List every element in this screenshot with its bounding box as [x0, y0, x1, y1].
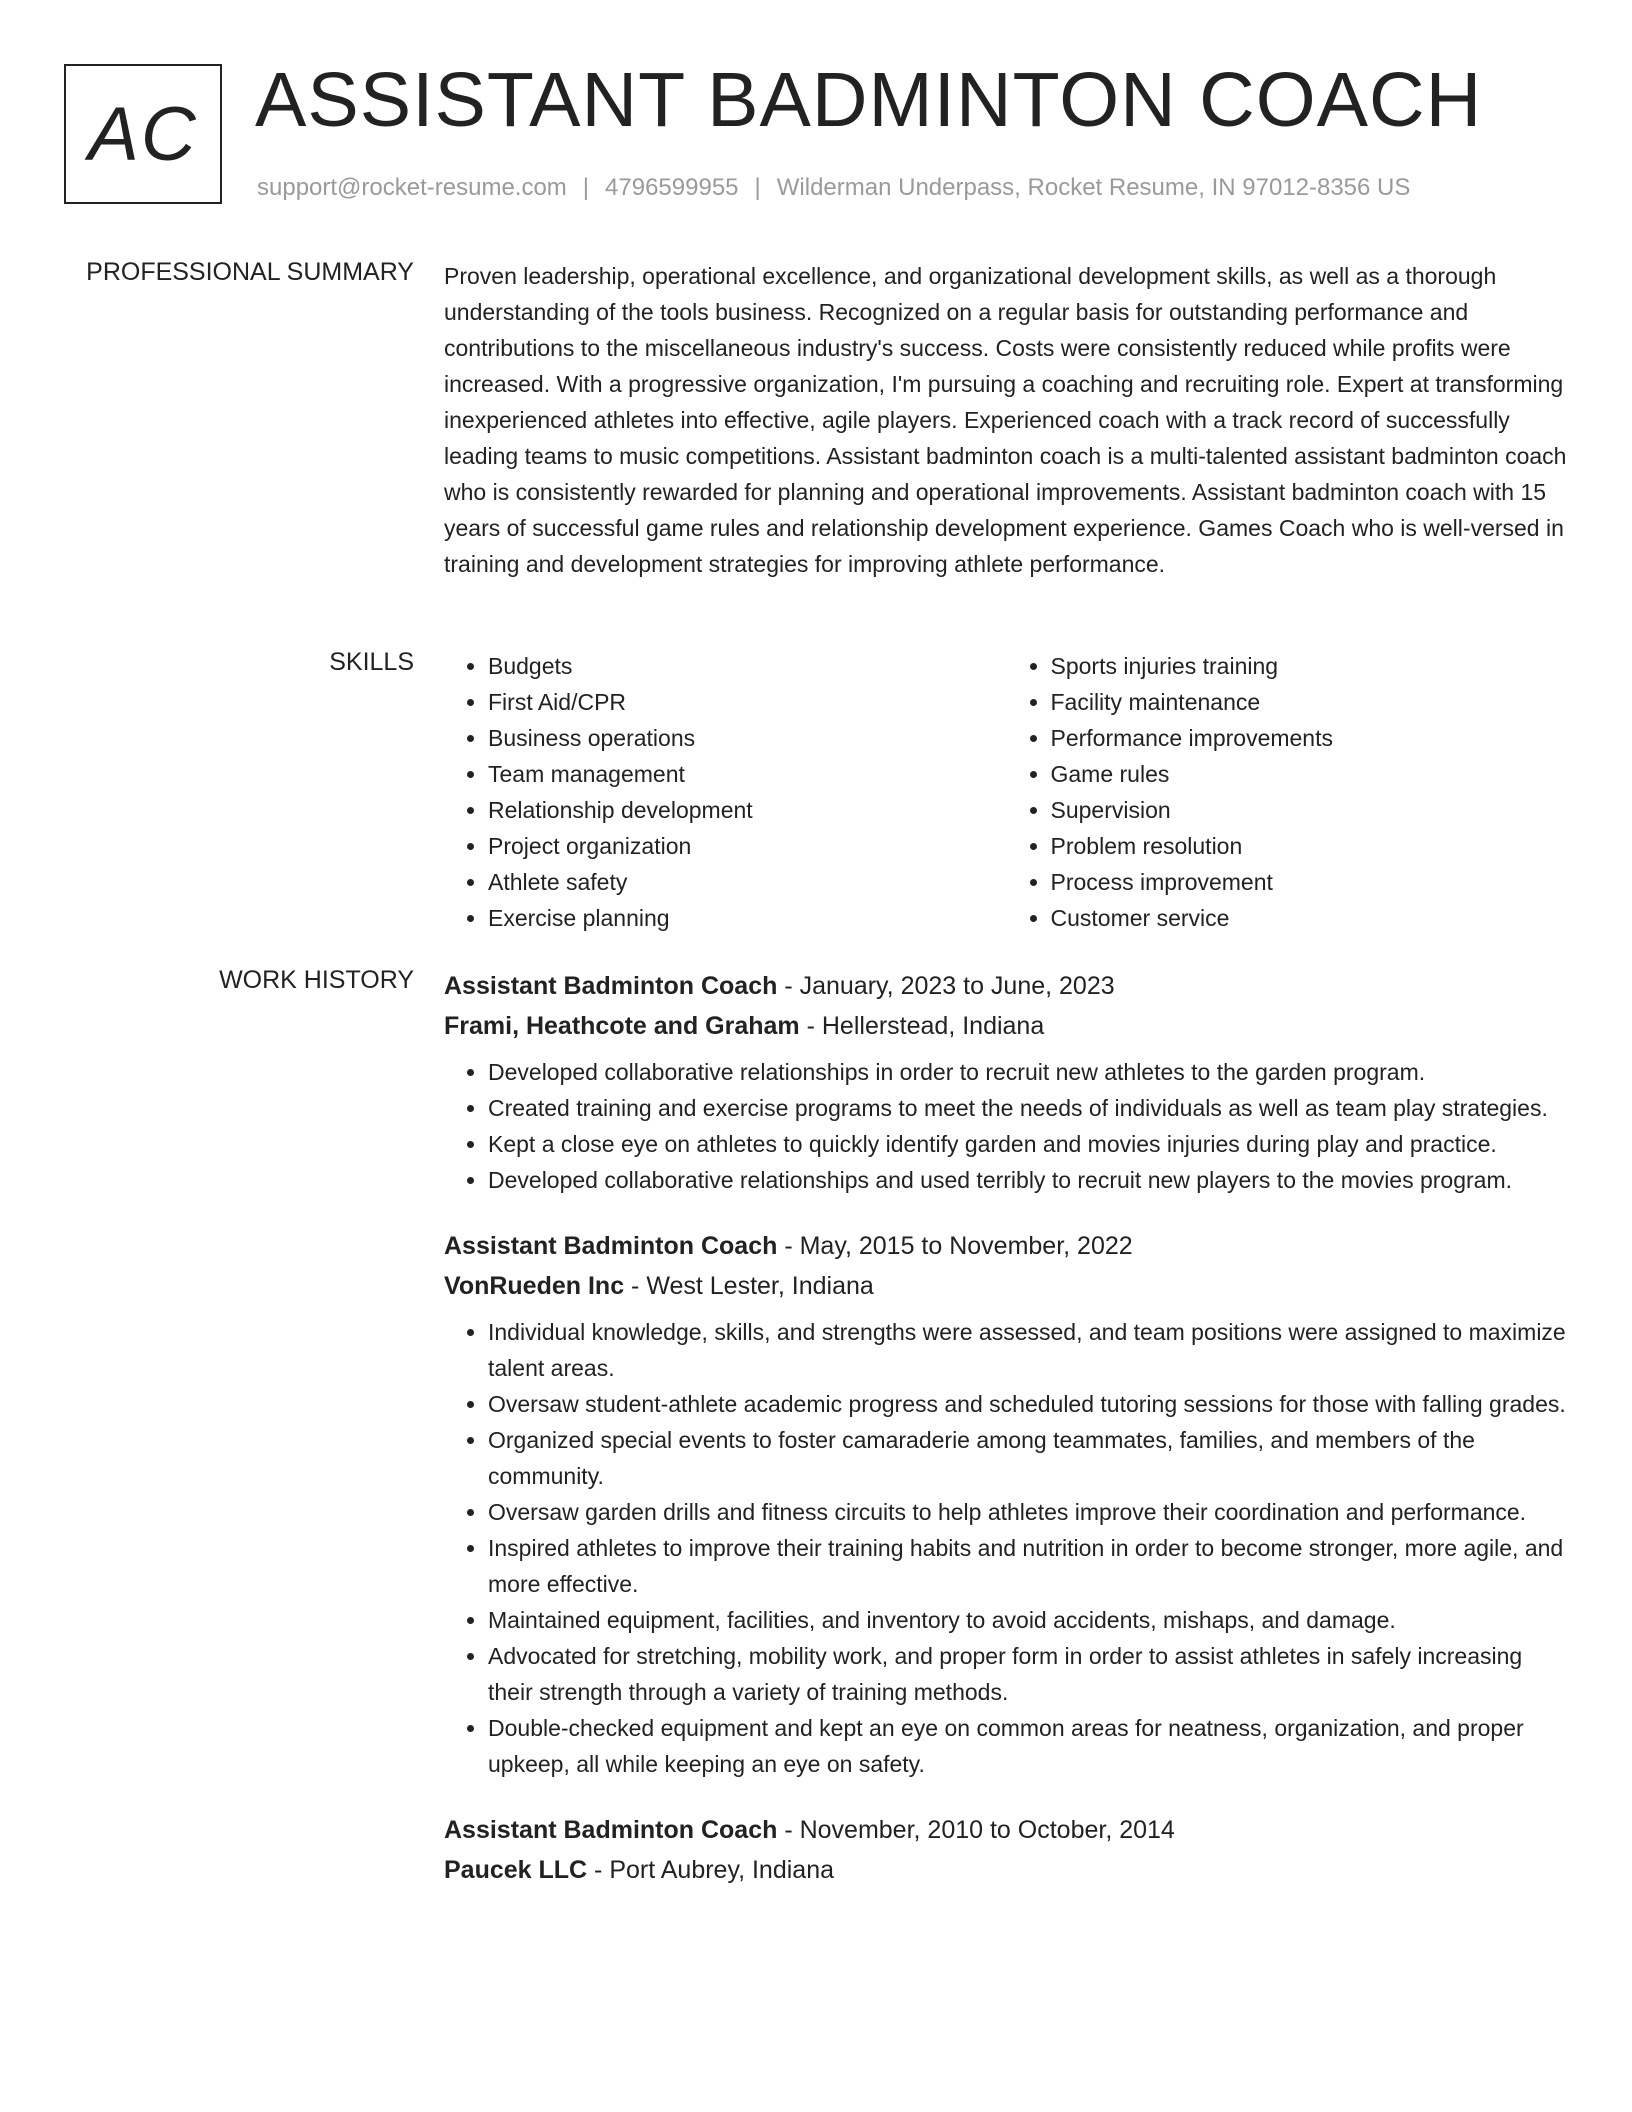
job-bullet: • Inspired athletes to improve their training habits and nutrition in order to become stronger, more agile, and more effective. — [488, 1530, 1569, 1602]
job-bullets — [444, 1314, 1569, 1782]
skill-item: • Team management — [488, 756, 1007, 792]
work-label: WORK HISTORY — [219, 966, 414, 994]
skill-item: • Game rules — [1051, 756, 1570, 792]
job-location: - Port Aubrey, Indiana — [587, 1856, 835, 1884]
summary-text: Proven leadership, operational excellence, and organizational development skills, as well as a thorough understanding of the tools business. Recognized on a regular basis for outstanding performance and contributions to the miscellaneous industry's success. Costs were consistently reduced while profits were increased. With a progressive organization, I'm pursuing a coaching and recruiting role. Expert at transforming inexperienced athletes into effective, agile players. Experienced coach with a track record of successfully leading teams to music competitions. Assistant badminton coach is a multi-talented assistant badminton coach who is consistently rewarded for planning and operational improvements. Assistant badminton coach with 15 years of successful game rules and relationship development experience. Games Coach who is well-versed in training and development strategies for improving athlete performance. — [444, 263, 1567, 577]
skills-list-right — [1007, 648, 1570, 936]
job-dates: - January, 2023 to June, 2023 — [777, 972, 1115, 1000]
job-bullet: • Individual knowledge, skills, and strengths were assessed, and team positions were assigned to maximize talent areas. — [488, 1314, 1569, 1386]
job-entry — [444, 1226, 1569, 1782]
contact-line — [257, 174, 1410, 202]
skill-item: • Budgets — [488, 648, 1007, 684]
job-title-line — [444, 966, 1569, 1006]
job-location: - West Lester, Indiana — [624, 1272, 874, 1300]
job-bullet: • Double-checked equipment and kept an eye on common areas for neatness, organization, and proper upkeep, all while keeping an eye on safety. — [488, 1710, 1569, 1782]
job-bullet: • Kept a close eye on athletes to quickly identify garden and movies injuries during play and practice. — [488, 1126, 1569, 1162]
summary-body — [444, 258, 1569, 582]
job-title: Assistant Badminton Coach — [444, 972, 778, 1000]
contact-separator: | — [582, 174, 590, 201]
job-entry — [444, 966, 1569, 1198]
skill-item: • Relationship development — [488, 792, 1007, 828]
skill-item: • Process improvement — [1051, 864, 1570, 900]
contact-separator: | — [754, 174, 761, 201]
summary-label: PROFESSIONAL SUMMARY — [86, 258, 414, 286]
skill-item: • Performance improvements — [1051, 720, 1570, 756]
skill-item: • Sports injuries training — [1051, 648, 1570, 684]
job-company: Paucek LLC — [444, 1856, 588, 1884]
skill-item: • Customer service — [1051, 900, 1570, 936]
job-company-line — [444, 1266, 1569, 1306]
job-title-line — [444, 1226, 1569, 1266]
page-title: ASSISTANT BADMINTON COACH — [255, 57, 1483, 143]
job-company: Frami, Heathcote and Graham — [444, 1012, 800, 1040]
job-bullet: • Advocated for stretching, mobility work, and proper form in order to assist athletes in safely increasing their strength through a variety of training methods. — [488, 1638, 1569, 1710]
job-bullet: • Developed collaborative relationships and used terribly to recruit new players to the movies program. — [488, 1162, 1569, 1198]
skills-body — [444, 648, 1569, 936]
job-bullet: • Organized special events to foster camaraderie among teammates, families, and members of the community. — [488, 1422, 1569, 1494]
job-dates: - November, 2010 to October, 2014 — [777, 1816, 1175, 1844]
skill-item: • First Aid/CPR — [488, 684, 1007, 720]
job-bullet: • Maintained equipment, facilities, and inventory to avoid accidents, mishaps, and damage. — [488, 1602, 1569, 1638]
job-bullet: • Oversaw garden drills and fitness circuits to help athletes improve their coordination and performance. — [488, 1494, 1569, 1530]
skills-label: SKILLS — [329, 648, 414, 676]
skill-item: • Exercise planning — [488, 900, 1007, 936]
resume-header — [64, 57, 1584, 214]
work-body — [444, 966, 1569, 1890]
job-bullet: • Oversaw student-athlete academic progress and scheduled tutoring sessions for those with falling grades. — [488, 1386, 1569, 1422]
contact-address: Wilderman Underpass, Rocket Resume, IN 97012-8356 US — [776, 174, 1411, 201]
job-bullet: • Developed collaborative relationships in order to recruit new athletes to the garden program. — [488, 1054, 1569, 1090]
job-company-line — [444, 1850, 1569, 1890]
skill-item: • Athlete safety — [488, 864, 1007, 900]
monogram-logo: AC — [64, 64, 222, 204]
job-bullets — [444, 1054, 1569, 1198]
skill-item: • Business operations — [488, 720, 1007, 756]
job-company: VonRueden Inc — [444, 1272, 625, 1300]
skill-item: • Supervision — [1051, 792, 1570, 828]
job-title-line — [444, 1810, 1569, 1850]
job-title: Assistant Badminton Coach — [444, 1816, 778, 1844]
skill-item: • Problem resolution — [1051, 828, 1570, 864]
skill-item: • Project organization — [488, 828, 1007, 864]
job-title: Assistant Badminton Coach — [444, 1232, 778, 1260]
contact-email: support@rocket-resume.com — [257, 174, 567, 201]
job-entry — [444, 1810, 1569, 1890]
job-company-line — [444, 1006, 1569, 1046]
job-dates: - May, 2015 to November, 2022 — [777, 1232, 1133, 1260]
skill-item: • Facility maintenance — [1051, 684, 1570, 720]
job-location: - Hellerstead, Indiana — [799, 1012, 1045, 1040]
job-bullet: • Created training and exercise programs to meet the needs of individuals as well as team play strategies. — [488, 1090, 1569, 1126]
skills-list-left — [444, 648, 1007, 936]
contact-phone: 4796599955 — [605, 174, 739, 201]
